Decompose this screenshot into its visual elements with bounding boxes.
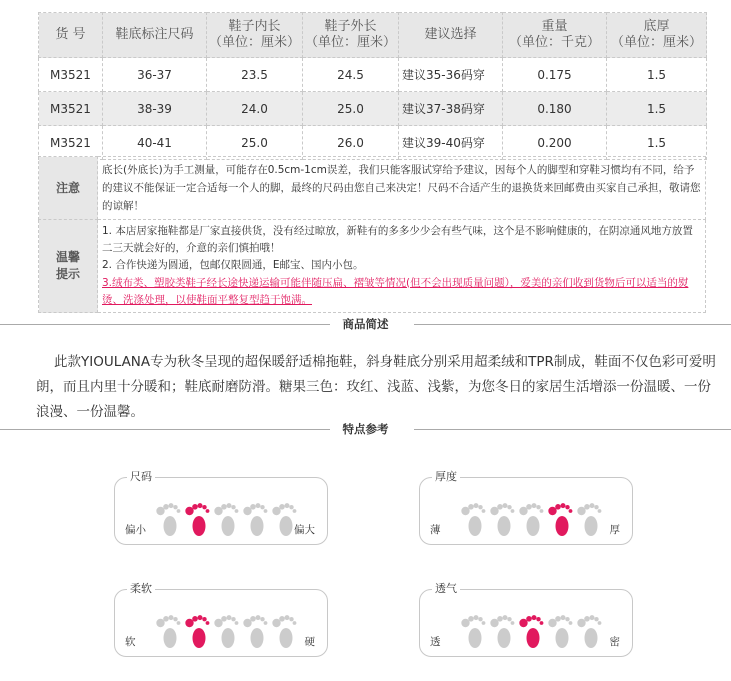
feature-thickness (419, 470, 633, 545)
table-row (39, 92, 707, 126)
foot-scale (155, 614, 295, 650)
table-cell: 24.5 (303, 58, 399, 92)
footprint-icon (547, 614, 573, 650)
header-cell: 鞋底标注尺码 (103, 13, 207, 58)
header-cell: 底厚 （单位：厘米） (607, 13, 707, 58)
table-cell: 0.175 (503, 58, 607, 92)
footprint-icon (155, 614, 181, 650)
table-cell: 0.180 (503, 92, 607, 126)
tip-item: 2. 合作快递为圆通，包邮仅限圆通，E邮宝、国内小包。 (102, 259, 364, 272)
footprint-icon (242, 502, 268, 538)
header-cell: 鞋子内长 （单位：厘米） (207, 13, 303, 58)
feature-title: 透气 (432, 581, 460, 597)
footprint-icon (518, 502, 544, 538)
table-cell: 25.0 (207, 126, 303, 160)
footprint-icon (155, 502, 181, 538)
feature-high-label: 密 (609, 636, 620, 648)
feature-low-label: 偏小 (125, 524, 146, 536)
footprint-selected-icon (518, 614, 544, 650)
tips-label: 温馨 提示 (39, 220, 98, 313)
header-cell: 鞋子外长 （单位：厘米） (303, 13, 399, 58)
table-cell: 25.0 (303, 92, 399, 126)
footprint-icon (271, 614, 297, 650)
table-cell: 1.5 (607, 58, 707, 92)
feature-title: 厚度 (432, 469, 460, 485)
feature-breathability (419, 582, 633, 657)
section-title: 特点参考 (337, 422, 395, 436)
footprint-icon (576, 502, 602, 538)
footprint-selected-icon (184, 502, 210, 538)
feature-high-label: 偏大 (294, 524, 315, 536)
notice-cell (98, 157, 706, 220)
table-cell: 建议37-38码穿 (399, 92, 503, 126)
feature-low-label: 软 (125, 636, 136, 648)
notes-table (38, 156, 706, 313)
footprint-icon (242, 614, 268, 650)
feature-softness (114, 582, 328, 657)
table-cell: 26.0 (303, 126, 399, 160)
tips-cell (98, 220, 706, 313)
footprint-selected-icon (547, 502, 573, 538)
tip-item-highlight: 3.绒布类、塑胶类鞋子经长途快递运输可能伴随压扁、褶皱等情况(但不会出现质量问题），爱美的亲们收到货物后可以适当的熨烫、洗涤处理，以使鞋面平整复型趋于饱满。 (102, 276, 689, 306)
foot-scale (155, 502, 295, 538)
table-cell: 1.5 (607, 92, 707, 126)
table-cell: 1.5 (607, 126, 707, 160)
foot-scale (460, 614, 600, 650)
feature-high-label: 硬 (304, 636, 315, 648)
footprint-icon (489, 614, 515, 650)
table-cell: 0.200 (503, 126, 607, 160)
section-title: 商品简述 (337, 317, 395, 331)
table-cell: M3521 (39, 58, 103, 92)
feature-low-label: 薄 (430, 524, 441, 536)
notice-label: 注意 (39, 157, 98, 220)
table-cell: 24.0 (207, 92, 303, 126)
feature-low-label: 透 (430, 636, 441, 648)
feature-size (114, 470, 328, 545)
header-cell: 货 号 (39, 13, 103, 58)
footprint-selected-icon (184, 614, 210, 650)
table-row (39, 58, 707, 92)
size-table (38, 12, 707, 160)
section-header-brief (0, 317, 731, 331)
feature-title: 柔软 (127, 581, 155, 597)
footprint-icon (213, 614, 239, 650)
product-description: 此款YIOULANA专为秋冬呈现的超保暖舒适棉拖鞋，斜身鞋底分别采用超柔绒和TPR制成，鞋面不仅色彩可爱明朗，而且内里十分暖和；鞋底耐磨防滑。糖果三色：玫红、浅蓝、浅紫，为您冬日的家居生活增添一份温暖、一份浪漫、一份温馨。 (36, 354, 716, 420)
header-cell: 重量 （单位：千克） (503, 13, 607, 58)
table-cell: 36-37 (103, 58, 207, 92)
table-row (39, 126, 707, 160)
table-cell: 40-41 (103, 126, 207, 160)
table-cell: M3521 (39, 92, 103, 126)
footprint-icon (213, 502, 239, 538)
feature-high-label: 厚 (609, 524, 620, 536)
table-cell: 建议35-36码穿 (399, 58, 503, 92)
table-cell: 建议39-40码穿 (399, 126, 503, 160)
tips-row (39, 220, 706, 313)
table-cell: M3521 (39, 126, 103, 160)
tip-item: 1. 本店居家拖鞋都是厂家直接供货，没有经过晾放，新鞋有的多多少少会有些气味，这个是不影响健康的，在阴凉通风地方放置二三天就会好的，介意的亲们慎拍哦！ (102, 225, 693, 255)
footprint-icon (460, 614, 486, 650)
table-cell: 38-39 (103, 92, 207, 126)
table-header-row (39, 13, 707, 58)
section-header-features (0, 422, 731, 436)
notice-text: 底长(外底长)为手工测量，可能存在0.5cm-1cm误差，我们只能客服试穿给予建议，因每个人的脚型和穿鞋习惯均有不同，给予的建议不能保证一定合适每一个人的脚，最终的尺码由您自己来决定！尺码不合适产生的退换货来回邮费由买家自己承担，敬请您的谅解！ (102, 164, 701, 212)
table-cell: 23.5 (207, 58, 303, 92)
footprint-icon (489, 502, 515, 538)
feature-title: 尺码 (127, 469, 155, 485)
notice-row (39, 157, 706, 220)
header-cell: 建议选择 (399, 13, 503, 58)
footprint-icon (460, 502, 486, 538)
footprint-icon (576, 614, 602, 650)
foot-scale (460, 502, 600, 538)
